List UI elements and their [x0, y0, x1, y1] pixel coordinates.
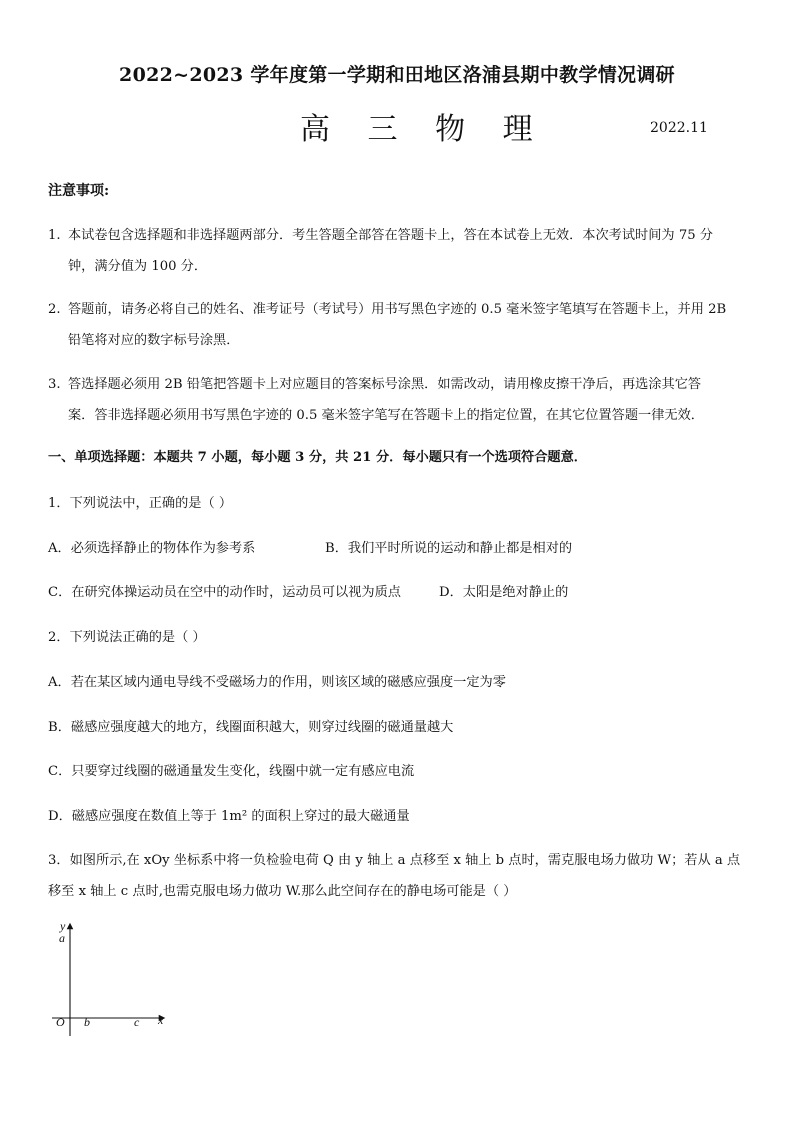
- x-axis-label: x: [158, 1013, 164, 1027]
- notice-item-number: 1.: [48, 228, 61, 243]
- point-c-label: c: [134, 1015, 140, 1029]
- q3-stem-line2: 移至 x 轴上 c 点时,也需克服电场力做功 W.那么此空间存在的静电场可能是（ ）: [48, 884, 517, 899]
- exam-title: 2022~2023 学年度第一学期和田地区洛浦县期中教学情况调研: [119, 64, 675, 86]
- notice-heading: 注意事项:: [48, 183, 110, 199]
- q2-option-a: A．若在某区域内通电导线不受磁场力的作用，则该区域的磁感应强度一定为零: [48, 675, 506, 690]
- q1-option-a: A．必须选择静止的物体作为参考系: [48, 541, 256, 556]
- notice-item-text-cont: 钟，满分值为 100 分．: [68, 259, 208, 274]
- q1-option-b: B．我们平时所说的运动和静止都是相对的: [325, 541, 573, 556]
- notice-item-text-cont: 铅笔将对应的数字标号涂黑．: [68, 333, 240, 348]
- q2-stem: 2．下列说法正确的是（ ）: [48, 630, 206, 645]
- notice-item-text: 答题前，请务必将自己的姓名、准考证号（考试号）用书写黑色字迹的 0.5 毫米签字笔填写在答题卡上，并用 2B: [68, 302, 727, 317]
- notice-item-number: 2.: [48, 302, 61, 317]
- notice-item-number: 3.: [48, 377, 61, 392]
- q2-option-c: C．只要穿过线圈的磁通量发生变化，线圈中就一定有感应电流: [48, 764, 415, 779]
- notice-item: [48, 220, 748, 282]
- exam-date: 2022.11: [650, 120, 708, 136]
- q1-option-d: D．太阳是绝对静止的: [439, 585, 569, 600]
- notice-item: [48, 294, 748, 356]
- notice-item-text: 本试卷包含选择题和非选择题两部分．考生答题全部答在答题卡上，答在本试卷上无效．本次考试时间为 75 分: [68, 228, 713, 243]
- q3-stem-line1: 3．如图所示,在 xOy 坐标系中将一负检验电荷 Q 由 y 轴上 a 点移至 x 轴上 b 点时，需克服电场力做功 W；若从 a 点: [48, 853, 741, 868]
- q2-option-d: D．磁感应强度在数值上等于 1m² 的面积上穿过的最大磁通量: [48, 809, 410, 824]
- subject-title: 高 三 物 理: [300, 112, 547, 147]
- q1-stem: 1．下列说法中，正确的是（ ）: [48, 496, 233, 511]
- section-heading: 一、单项选择题：本题共 7 小题，每小题 3 分，共 21 分．每小题只有一个选项符合题意．: [48, 450, 587, 465]
- coordinate-figure: [50, 918, 180, 1043]
- q2-option-b: B．磁感应强度越大的地方，线圈面积越大，则穿过线圈的磁通量越大: [48, 720, 454, 735]
- notice-item-text-cont: 案．答非选择题必须用书写黑色字迹的 0.5 毫米签字笔写在答题卡上的指定位置，在其它位置答题一律无效．: [68, 408, 704, 423]
- q1-option-c: C．在研究体操运动员在空中的动作时，运动员可以视为质点: [48, 585, 401, 600]
- origin-label: O: [56, 1015, 65, 1029]
- y-axis-label: y: [60, 919, 66, 933]
- point-b-label: b: [84, 1015, 90, 1029]
- notice-item: [48, 369, 748, 431]
- point-a-label: a: [59, 931, 65, 945]
- notice-item-text: 答选择题必须用 2B 铅笔把答题卡上对应题目的答案标号涂黑．如需改动，请用橡皮擦干净后，再选涂其它答: [68, 377, 702, 392]
